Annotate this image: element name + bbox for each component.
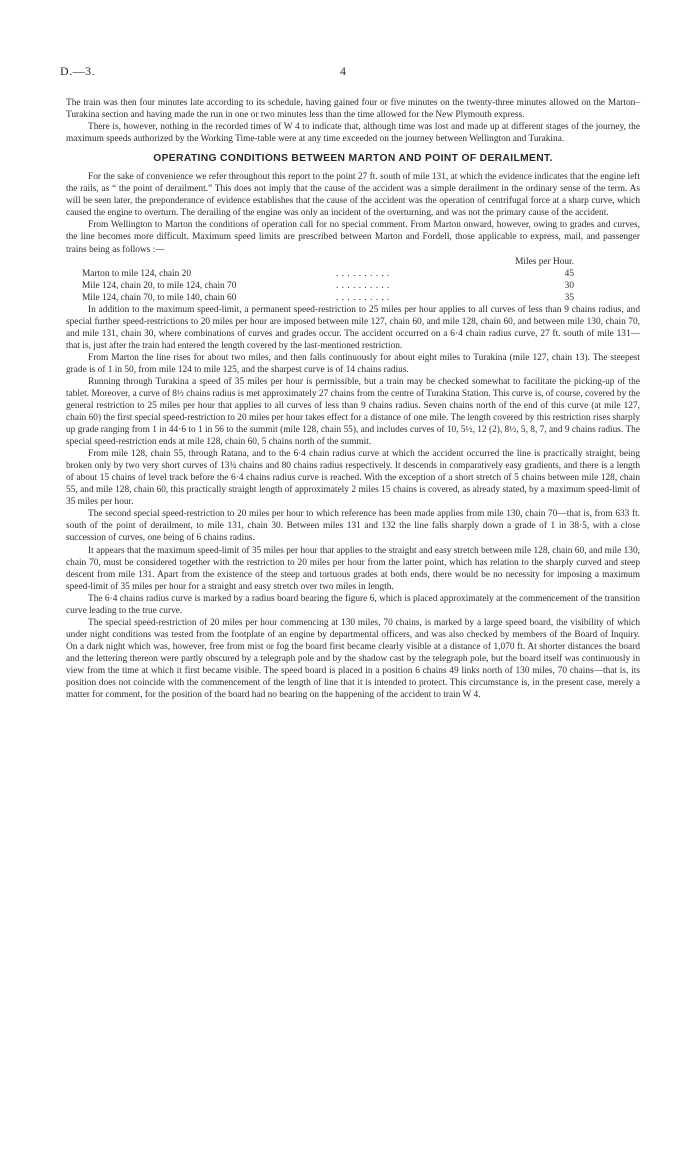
speed-row-value: 30 <box>564 280 574 291</box>
speed-table-row <box>66 280 640 292</box>
paragraph-speed-limit-consideration: It appears that the maximum speed-limit of 35 miles per hour that applies to the straight and easy stretch between mile 128, chain 60, and mile 130, chain 70, must be considered together with the restriction to 20 miles per hour from the latter point, which has relation to the sharply curved and steep descent from mile 131. Apart from the existence of the steep and tortuous grades at both ends, there would be no necessity for imposing a maximum speed-limit of 35 miles per hour for a straight and easy stretch over two miles in length. <box>66 545 640 592</box>
page-number: 4 <box>340 64 347 78</box>
speed-table-row <box>66 268 640 280</box>
speed-row-value: 45 <box>564 268 574 279</box>
paragraph-radius-board: The 6·4 chains radius curve is marked by a radius board bearing the figure 6, which is placed approximately at the commencement of the transition curve leading to the true curve. <box>66 593 640 616</box>
speed-row-section: Mile 124, chain 20, to mile 124, chain 70 <box>82 280 237 291</box>
paragraph-train-timing: The train was then four minutes late according to its schedule, having gained four or five minutes on the twenty-three minutes allowed on the Marton–Turakina section and having made the run in one or two minutes less than the time allowed for the New Plymouth express. <box>66 98 640 121</box>
speed-row-leader: . . . . . . . . . . <box>336 280 390 291</box>
page-header <box>60 64 640 80</box>
speed-table-row <box>66 292 640 304</box>
speed-row-leader: . . . . . . . . . . <box>336 268 390 279</box>
paragraph-speed-limits-intro: From Wellington to Marton the conditions of operation call for no special comment. From Marton onward, however, owing to grades and curves, the line becomes more difficult. Maximum speed limits are prescribed between Marton and Fordell, those applicable to express, mail, and passenger trains being as follows :— <box>66 220 640 255</box>
paragraph-speeds-not-exceeded: There is, however, nothing in the recorded times of W 4 to indicate that, although time was lost and made up at different stages of the journey, the maximum speeds authorized by the Working Time-table were at any time exceeded on the journey between Wellington and Turakina. <box>66 122 640 145</box>
speed-limit-table <box>66 256 640 304</box>
speed-row-value: 35 <box>564 292 574 303</box>
speed-row-section: Mile 124, chain 70, to mile 140, chain 60 <box>82 292 237 303</box>
paragraph-speed-restrictions: In addition to the maximum speed-limit, a permanent speed-restriction to 25 miles per hour applies to all curves of less than 9 chains radius, and special further speed-restrictions to 20 miles per hour are imposed between mile 127, chain 60, and mile 128, chain 60, and between mile 130, chain 70, and mile 131, chain 30, where combinations of curves and grades occur. The accident occurred on a 6·4 chain radius curve, 27 ft. south of mile 131—that is, just after the train had entered the length covered by the last-mentioned restriction. <box>66 304 640 351</box>
paragraph-through-ratana: From mile 128, chain 55, through Ratana, and to the 6·4 chain radius curve at which the accident occurred the line is practically straight, being broken only by two very short curves of 13¾ chains and 80 chains radius respectively. It descends in comparatively easy gradients, and there is a length of about 15 chains of level track before the 6·4 chains radius curve is reached. With the exception of a short stretch of 5 chains between mile 128, chain 55, and mile 128, chain 60, this practically straight length of approximately 2 miles 15 chains is covered, as already stated, by a maximum speed-limit of 35 miles per hour. <box>66 449 640 508</box>
paragraph-second-restriction: The second special speed-restriction to 20 miles per hour to which reference has been made applies from mile 130, chain 70—that is, from 633 ft. south of the point of derailment, to mile 131, chain 30. Between miles 131 and 132 the line falls sharply down a grade of 1 in 38·5, with a close succession of curves, one being of 6 chains radius. <box>66 509 640 544</box>
speed-row-section: Marton to mile 124, chain 20 <box>82 268 191 279</box>
paragraph-point-of-derailment: For the sake of convenience we refer throughout this report to the point 27 ft. south of mile 131, at which the evidence indicates that the engine left the rails, as “ the point of derailment.” This does not imply that the cause of the accident was a simple derailment in the ordinary sense of the term. As will be seen later, the preponderance of evidence establishes that the cause of the accident was the operation of centrifugal force at a sharp curve, which caused the engine to overturn. The derailing of the engine was only an incident of the overturning, and was not the primary cause of the accident. <box>66 172 640 219</box>
document-reference: D.—3. <box>60 64 96 78</box>
paragraph-speed-board-visibility: The special speed-restriction of 20 miles per hour commencing at 130 miles, 70 chains, is marked by a large speed board, the visibility of which under night conditions was tested from the footplate of an engine by departmental officers, and was also checked by members of the Board of Inquiry. On a dark night which was, however, free from mist or fog the board first became clearly visible at a distance of 1,070 ft. At shorter distances the board and the lettering thereon were partly obscured by a telegraph pole and by the shadow cast by the telegraph pole, but the board itself was continuously in view from the time at which it first became visible. The speed board is placed in a position 6 chains 49 links north of 130 miles, 70 chains—that is, its position does not coincide with the commencement of the length of line that it is intended to protect. This circumstance is, in the present case, merely a matter for comment, for the position of the board had no bearing on the happening of the accident to train W 4. <box>66 617 640 701</box>
paragraph-marton-to-turakina: From Marton the line rises for about two miles, and then falls continuously for about eight miles to Turakina (mile 127, chain 13). The steepest grade is of 1 in 50, from mile 124 to mile 125, and the sharpest curve is of 14 chains radius. <box>66 352 640 375</box>
speed-row-leader: . . . . . . . . . . <box>336 292 390 303</box>
report-body <box>66 97 640 701</box>
section-heading: OPERATING CONDITIONS BETWEEN MARTON AND POINT OF DERAILMENT. <box>153 153 553 165</box>
speed-table-unit-header: Miles per Hour. <box>515 256 574 267</box>
paragraph-through-turakina: Running through Turakina a speed of 35 miles per hour is permissible, but a train may be checked somewhat to facilitate the picking-up of the tablet. Moreover, a curve of 8½ chains radius is met approximately 27 chains from the centre of Turakina Station. This curve is, of course, covered by the general restriction to 25 miles per hour that applies to all curves of less than 9 chains radius. Seven chains north of the end of this curve (at mile 127, chain 60) the first special speed-restriction to 20 miles per hour takes effect for a distance of one mile. The length covered by this restriction rises sharply up grade ranging from 1 in 44·6 to 1 in 56 to the summit (mile 128, chain 55), and includes curves of 10, 5½, 12 (2), 8½, 5, 8, 7, and 9 chains radius. The special speed-restriction ends at mile 128, chain 60, 5 chains north of the summit. <box>66 376 640 448</box>
